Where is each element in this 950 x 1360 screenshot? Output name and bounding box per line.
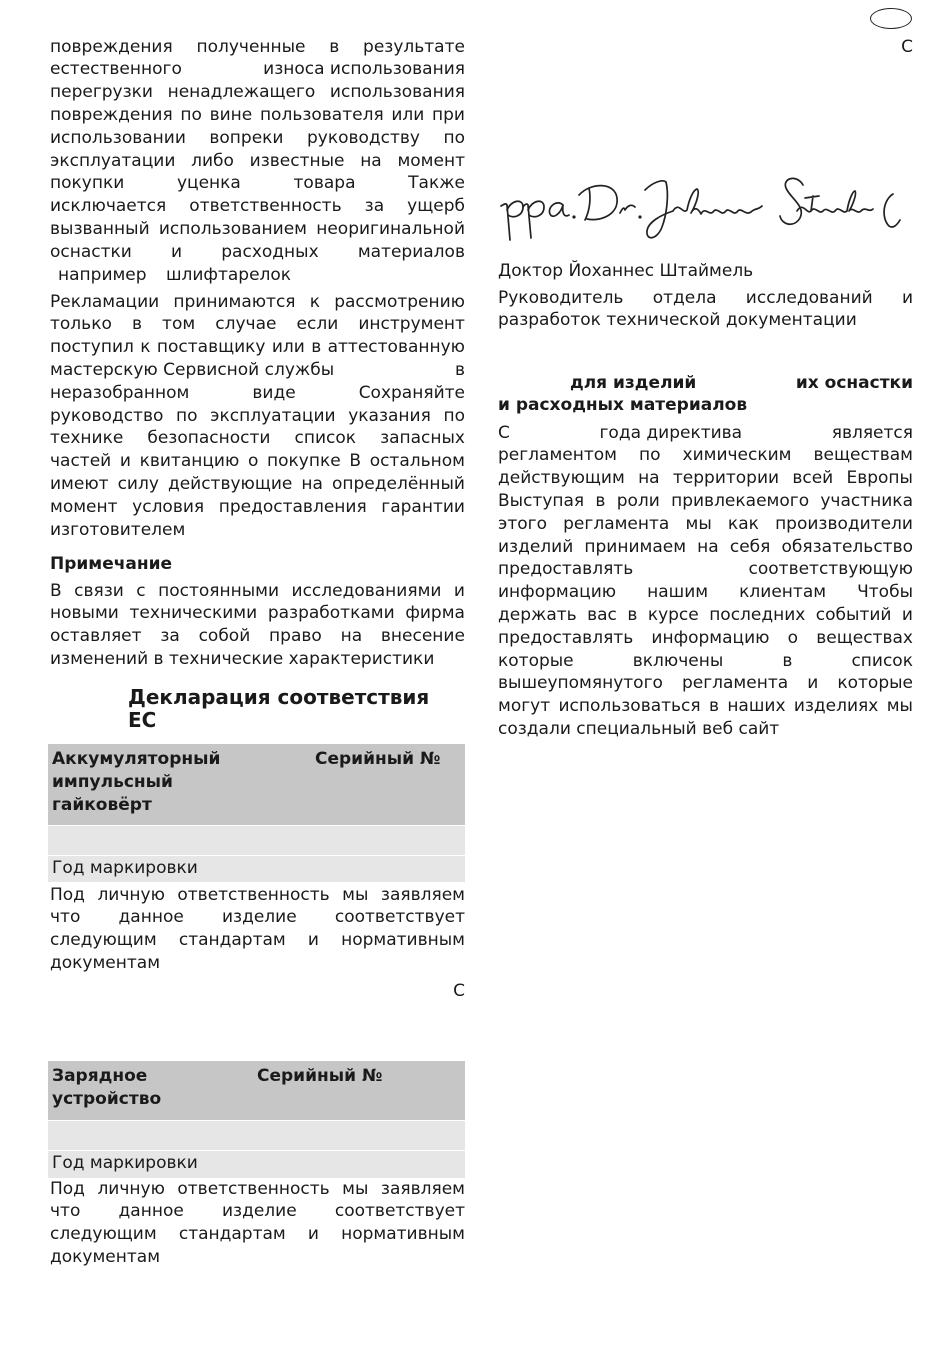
word: изделие xyxy=(222,907,297,928)
word: в xyxy=(311,337,322,358)
note-paragraph xyxy=(50,580,465,671)
paragraph-line xyxy=(50,36,465,59)
word: привлекаемого xyxy=(671,490,810,511)
word: постоянными xyxy=(158,580,280,601)
signature-stroke xyxy=(645,181,673,238)
word: эксплуатации xyxy=(50,150,176,171)
paragraph-line: документам xyxy=(50,1246,161,1267)
word: могут xyxy=(498,696,551,717)
word: Под xyxy=(50,884,85,905)
word: действующим xyxy=(498,468,625,489)
word: стандартам xyxy=(178,1224,286,1245)
word: поступил xyxy=(50,337,134,358)
word: имеют xyxy=(50,473,109,494)
paragraph-line xyxy=(50,195,465,218)
word: использованием xyxy=(158,218,307,239)
word: материалов xyxy=(357,241,465,262)
word: соответствующую xyxy=(748,559,913,580)
paragraph-line xyxy=(50,602,465,625)
word: Руководитель xyxy=(498,287,624,308)
word: инструмент xyxy=(358,314,465,335)
word: только xyxy=(50,314,112,335)
word: список xyxy=(294,428,357,449)
word: разработками xyxy=(267,603,395,624)
paragraph-line xyxy=(498,287,913,310)
paragraph-line xyxy=(50,1178,465,1201)
word: с xyxy=(136,580,146,601)
declaration-heading xyxy=(128,686,458,732)
heading-line: и расходных материалов xyxy=(498,395,748,416)
word: химическим xyxy=(682,445,792,466)
word: данное xyxy=(118,1201,184,1222)
word: товара xyxy=(293,173,356,194)
word: покупки xyxy=(50,173,125,194)
word: вопреки xyxy=(209,127,284,148)
paragraph-line: например шлифтарелок xyxy=(58,264,292,285)
word: регламентом xyxy=(498,445,617,466)
word: ответственность xyxy=(177,1178,330,1199)
word: оснастки xyxy=(50,241,132,262)
text-segment: является xyxy=(831,422,913,443)
signature-stroke xyxy=(507,201,523,216)
word: информацию xyxy=(651,627,770,648)
handwritten-signature-icon xyxy=(495,170,905,250)
word: следующим xyxy=(50,1224,157,1245)
word: фирма xyxy=(405,603,465,624)
word: в xyxy=(782,650,793,671)
signature-stroke xyxy=(780,178,803,224)
word: мы xyxy=(886,696,913,717)
paragraph-line xyxy=(50,241,465,264)
word: действующие xyxy=(167,473,293,494)
heading-line xyxy=(498,372,913,395)
word: мы xyxy=(342,884,369,905)
paragraph-line xyxy=(50,1223,465,1246)
conformity-mark: С xyxy=(453,980,465,1001)
word: по xyxy=(176,405,198,426)
word: силу xyxy=(117,473,159,494)
paragraph-line xyxy=(50,405,465,428)
word: что xyxy=(50,1201,81,1222)
signature-stroke xyxy=(884,194,900,227)
word: предоставления xyxy=(218,496,367,517)
word: руководству xyxy=(306,127,420,148)
word: в xyxy=(131,314,142,335)
word: Чтобы xyxy=(857,582,913,603)
word: Выступая xyxy=(498,490,585,511)
word: частей xyxy=(50,451,112,472)
word: полученные xyxy=(196,36,306,57)
word: изделие xyxy=(222,1201,297,1222)
word: по xyxy=(443,127,465,148)
word: вине xyxy=(209,104,253,125)
paragraph-line xyxy=(50,884,465,907)
word: к xyxy=(309,291,321,312)
paragraph-line xyxy=(498,422,913,445)
signature-stroke xyxy=(620,205,635,213)
word: неразобранном xyxy=(50,382,190,403)
word: последних xyxy=(709,604,806,625)
word: роли xyxy=(616,490,660,511)
word: заявляем xyxy=(380,1178,465,1199)
word: неоригинальной xyxy=(316,218,465,239)
paragraph-line xyxy=(50,218,465,241)
word: использования xyxy=(329,82,465,103)
word: включены xyxy=(632,650,724,671)
word: принимаются xyxy=(173,291,296,312)
word: о xyxy=(787,627,799,648)
word: ненадлежащего xyxy=(167,82,316,103)
marking-year-label: Год маркировки xyxy=(52,1153,198,1173)
word: использоваться xyxy=(558,696,701,717)
word: использовании xyxy=(50,127,186,148)
word: либо xyxy=(191,150,234,171)
paragraph-line xyxy=(498,536,913,559)
word: ответственность xyxy=(189,196,342,217)
word: и xyxy=(119,451,131,472)
paragraph-line xyxy=(50,906,465,929)
product-name-line: Зарядное xyxy=(52,1066,148,1086)
word: или xyxy=(391,104,425,125)
marking-year-label: Год маркировки xyxy=(52,858,198,878)
word: указания xyxy=(348,405,431,426)
marking-year-row xyxy=(48,1151,465,1178)
word: соответствует xyxy=(334,907,465,928)
signature-stroke xyxy=(585,188,590,220)
word: поставщику xyxy=(156,337,266,358)
word: исследований xyxy=(745,287,873,308)
serial-number-row xyxy=(48,826,465,855)
paragraph-line: изготовителем xyxy=(50,519,186,540)
word: эксплуатации xyxy=(210,405,336,426)
paragraph-line xyxy=(50,929,465,952)
word: техническими xyxy=(129,603,258,624)
word: известные xyxy=(249,150,345,171)
word: пользователя xyxy=(259,104,384,125)
word: за xyxy=(160,626,180,647)
word: или xyxy=(271,337,305,358)
text-segment: для изделий xyxy=(570,372,697,393)
word: мы xyxy=(685,513,712,534)
word: клиентам xyxy=(739,582,827,603)
conformity-statement xyxy=(50,884,465,975)
corner-mark: С xyxy=(901,36,913,57)
word: если xyxy=(296,314,339,335)
word: собой xyxy=(198,626,251,647)
word: событий xyxy=(815,604,892,625)
word: ответственность xyxy=(177,884,330,905)
word: аттестованную xyxy=(327,337,465,358)
word: вызванный xyxy=(50,218,150,239)
word: курсе xyxy=(647,604,699,625)
word: к xyxy=(140,337,151,358)
word: Также xyxy=(408,173,465,194)
word: которые xyxy=(498,650,574,671)
note-heading: Примечание xyxy=(50,553,173,574)
word: Рекламации xyxy=(50,291,160,312)
paragraph-line xyxy=(50,127,465,150)
word: на xyxy=(340,626,363,647)
word: и xyxy=(307,930,319,951)
word: личную xyxy=(97,1178,165,1199)
word: определённый xyxy=(331,473,465,494)
word: уценка xyxy=(176,173,241,194)
reach-heading xyxy=(498,372,913,418)
word: на xyxy=(360,150,382,171)
word: В xyxy=(349,451,362,472)
word: соответствует xyxy=(334,1201,465,1222)
word: расходных xyxy=(221,241,319,262)
paragraph-line xyxy=(498,444,913,467)
paragraph-line: изменений в технические характеристики xyxy=(50,648,435,669)
word: перегрузки xyxy=(50,82,153,103)
word: оставляет xyxy=(50,626,142,647)
paragraph-line xyxy=(50,291,465,314)
word: Европы xyxy=(846,468,913,489)
word: виде xyxy=(252,382,296,403)
word: и xyxy=(807,673,819,694)
word: стандартам xyxy=(178,930,286,951)
word: нашим xyxy=(647,582,709,603)
word: которые xyxy=(837,673,913,694)
word: как xyxy=(727,513,759,534)
word: по xyxy=(639,445,661,466)
product-name-line: Аккумуляторный xyxy=(52,749,221,769)
paragraph-line xyxy=(50,496,465,519)
paragraph-line xyxy=(498,604,913,627)
signature-stroke xyxy=(673,189,762,214)
paragraph-line xyxy=(498,581,913,604)
word: о xyxy=(247,451,259,472)
word: право xyxy=(269,626,322,647)
word: всей xyxy=(792,468,834,489)
heading-line: Декларация соответствия xyxy=(128,684,430,709)
text-segment: года директива xyxy=(599,422,743,443)
paragraph-line xyxy=(50,150,465,173)
word: и xyxy=(453,580,465,601)
word: момент xyxy=(397,150,465,171)
signature-dot xyxy=(638,215,641,218)
paragraph-line xyxy=(50,336,465,359)
word: Сохраняйте xyxy=(358,382,465,403)
serial-number-row xyxy=(48,1121,465,1150)
text-segment: С xyxy=(498,422,510,443)
word: условия xyxy=(132,496,205,517)
word: информацию xyxy=(498,582,617,603)
word: В xyxy=(50,580,62,601)
signature-stroke xyxy=(528,201,544,216)
text-segment: мастерскую Сервисной службы xyxy=(50,359,335,380)
word: вышеупомянутого xyxy=(498,673,663,694)
word: руководство xyxy=(50,405,164,426)
paragraph-line xyxy=(50,450,465,473)
complaints-paragraph xyxy=(50,291,465,542)
word: этого xyxy=(498,513,547,534)
word: наших xyxy=(727,696,786,717)
word: ущерб xyxy=(407,196,465,217)
heading-line: ЕС xyxy=(128,707,157,732)
word: нормативным xyxy=(341,1224,465,1245)
word: при xyxy=(432,104,465,125)
warranty-exclusions-paragraph xyxy=(50,36,465,287)
product-name-line: устройство xyxy=(52,1088,162,1109)
word: что xyxy=(50,907,81,928)
text-segment: износа использования xyxy=(263,59,465,80)
signature-stroke xyxy=(549,203,569,216)
signature-dot xyxy=(572,215,575,218)
paragraph-line xyxy=(50,81,465,104)
word: держать xyxy=(498,604,577,625)
word: остальном xyxy=(369,451,465,472)
paragraph-line xyxy=(50,625,465,648)
word: территории xyxy=(672,468,780,489)
word: и xyxy=(901,287,913,308)
word: на xyxy=(638,468,660,489)
word: и xyxy=(901,604,913,625)
paragraph-line xyxy=(498,695,913,718)
paragraph-line xyxy=(50,359,465,382)
serial-number-label: Серийный № xyxy=(315,749,441,769)
paragraph-line xyxy=(50,1200,465,1223)
product-table-header xyxy=(48,744,465,825)
paragraph-line xyxy=(50,427,465,450)
word: изделиях xyxy=(793,696,879,717)
word: за xyxy=(364,196,385,217)
word: данное xyxy=(118,907,184,928)
paragraph-line xyxy=(498,627,913,650)
product-table-impact-wrench xyxy=(48,744,465,882)
paragraph-line: документам xyxy=(50,952,161,973)
signature-stroke xyxy=(523,204,531,238)
word: в xyxy=(595,490,606,511)
paragraph-line xyxy=(498,513,913,536)
word: технике xyxy=(50,428,124,449)
paragraph-line xyxy=(50,58,465,81)
word: следующим xyxy=(50,930,157,951)
word: заявляем xyxy=(380,884,465,905)
word: повреждения xyxy=(50,104,173,125)
conformity-statement xyxy=(50,1178,465,1269)
reach-paragraph xyxy=(498,422,913,741)
word: изделий xyxy=(498,536,574,557)
word: результате xyxy=(363,36,465,57)
word: личную xyxy=(97,884,165,905)
paragraph-line xyxy=(498,558,913,581)
word: внесение xyxy=(380,626,465,647)
word: в xyxy=(627,604,638,625)
paragraph-line xyxy=(50,382,465,405)
word: по xyxy=(443,405,465,426)
signature-stroke xyxy=(797,191,873,212)
word: регламента xyxy=(563,513,670,534)
text-segment: их оснастки xyxy=(795,372,913,393)
word: вас xyxy=(587,604,617,625)
word: и xyxy=(171,241,183,262)
signature-stroke xyxy=(579,186,617,220)
word: себя xyxy=(729,536,771,557)
word: в xyxy=(329,36,340,57)
word: покупке xyxy=(267,451,341,472)
word: запасных xyxy=(380,428,465,449)
word: веществам xyxy=(813,445,913,466)
word: список xyxy=(851,650,913,671)
word: на xyxy=(697,536,719,557)
paragraph-line xyxy=(498,650,913,673)
word: том xyxy=(162,314,196,335)
paragraph-line: разработок технической документации xyxy=(498,310,857,331)
word: случае xyxy=(215,314,277,335)
word: исключается xyxy=(50,196,167,217)
word: рассмотрению xyxy=(334,291,465,312)
product-table-charger xyxy=(48,1061,465,1178)
word: предоставлять xyxy=(498,627,634,648)
word: связи xyxy=(74,580,124,601)
product-table-header xyxy=(48,1061,465,1120)
word: веществах xyxy=(816,627,913,648)
word: исследованиями xyxy=(291,580,442,601)
text-segment: естественного xyxy=(50,59,182,80)
word: квитанцию xyxy=(139,451,240,472)
paragraph-line xyxy=(50,313,465,336)
word: принимаем xyxy=(584,536,687,557)
text-segment: в xyxy=(454,359,465,380)
paragraph-line: создали специальный веб сайт xyxy=(498,718,780,739)
word: обязательство xyxy=(781,536,913,557)
signatory-title xyxy=(498,287,913,333)
word: повреждения xyxy=(50,36,173,57)
word: мы xyxy=(342,1178,369,1199)
paragraph-line xyxy=(50,104,465,127)
word: новыми xyxy=(50,603,119,624)
word: участника xyxy=(820,490,913,511)
word: предоставлять xyxy=(498,559,634,580)
paragraph-line xyxy=(498,490,913,513)
word: момент xyxy=(50,496,118,517)
paragraph-line xyxy=(50,473,465,496)
word: гарантии xyxy=(381,496,465,517)
word: регламента xyxy=(681,673,789,694)
word: безопасности xyxy=(147,428,271,449)
word: на xyxy=(301,473,323,494)
word: отдела xyxy=(652,287,717,308)
paragraph-line xyxy=(498,467,913,490)
marking-year-row xyxy=(48,856,465,882)
word: по xyxy=(180,104,202,125)
signature-stroke xyxy=(501,204,510,240)
word: производители xyxy=(775,513,913,534)
word: в xyxy=(708,696,719,717)
signatory-name: Доктор Йоханнес Штаймель xyxy=(498,260,754,281)
product-name-line: гайковёрт xyxy=(52,794,152,815)
paragraph-line xyxy=(50,172,465,195)
word: Под xyxy=(50,1178,85,1199)
oval-badge-icon xyxy=(870,8,912,29)
word: и xyxy=(307,1224,319,1245)
paragraph-line xyxy=(50,580,465,603)
product-name-line: импульсный xyxy=(52,771,173,792)
serial-number-label: Серийный № xyxy=(257,1066,383,1086)
word: нормативным xyxy=(341,930,465,951)
paragraph-line xyxy=(498,672,913,695)
